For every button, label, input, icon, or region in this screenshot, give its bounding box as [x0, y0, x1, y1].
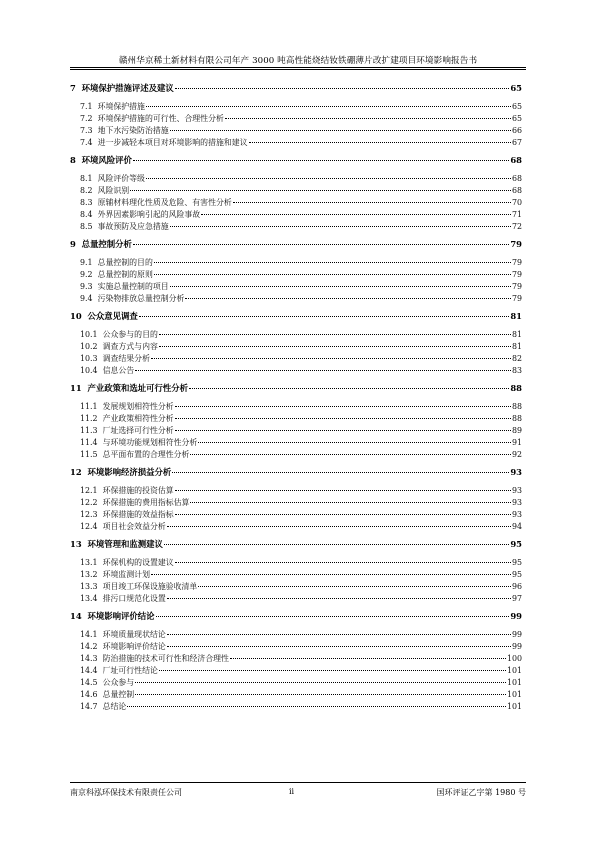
toc-item-text: 总量控制的目的: [97, 258, 153, 267]
toc-section: [70, 152, 522, 236]
toc-item-text: 调查方式与内容: [102, 342, 158, 351]
toc-chapter-title: [70, 153, 132, 167]
toc-item-page: 66: [511, 126, 522, 135]
toc-item-title: [80, 101, 145, 113]
toc-chapter-number: 9: [70, 239, 76, 249]
toc-item-page: 72: [511, 222, 522, 231]
toc-item-number: 11.1: [80, 402, 98, 411]
toc-item-text: 项目竣工环保设施验收清单: [102, 582, 198, 591]
toc-item-page: 97: [511, 594, 522, 603]
toc-item-title: [80, 509, 174, 521]
dot-leader: [175, 408, 511, 419]
toc-item-text: 总量控制: [102, 690, 135, 699]
dot-leader: [175, 396, 511, 407]
dot-leader: [190, 444, 511, 455]
toc-item-page: 88: [511, 414, 522, 423]
toc-item-title: [80, 569, 150, 581]
toc-item-number: 10.4: [80, 366, 98, 375]
toc-chapter-number: 14: [70, 611, 82, 621]
footer-company: 南京科泓环保技术有限责任公司: [70, 788, 182, 797]
toc-item-text: 风险评价等级: [97, 174, 145, 183]
toc-item-page: 92: [511, 450, 522, 459]
toc-item-text: 防治措施的技术可行性和经济合理性: [102, 654, 229, 663]
toc-chapter-title: [70, 309, 138, 323]
toc-item-title: [80, 437, 197, 449]
dot-leader: [167, 516, 511, 527]
toc-chapter[interactable]: [70, 80, 522, 94]
dot-leader: [175, 78, 510, 89]
dot-leader: [175, 552, 511, 563]
footer-page-number: ii: [289, 787, 295, 796]
toc-chapter-page: 99: [510, 611, 522, 621]
toc-item-text: 原辅材料理化性质及危险、有害性分析: [97, 198, 232, 207]
toc-item-page: 79: [511, 282, 522, 291]
toc-item-number: 13.4: [80, 594, 98, 603]
toc-chapter-title: [70, 81, 174, 95]
toc-chapter-text: 环境影响评价结论: [87, 611, 155, 621]
toc-item-page: 99: [511, 630, 522, 639]
toc-item-text: 污染物排放总量控制分析: [97, 294, 185, 303]
toc-item-text: 环保措施的费用指标估算: [102, 498, 190, 507]
toc-item-title: [80, 293, 184, 305]
toc-item-title: [80, 257, 153, 269]
dot-leader: [201, 204, 511, 215]
toc-item-text: 风险识别: [97, 186, 130, 195]
toc-section: [70, 608, 522, 716]
dot-leader: [159, 660, 506, 671]
toc-item-text: 公众参与的目的: [102, 330, 158, 339]
toc-chapter-text: 环境风险评价: [81, 155, 132, 165]
toc-item-number: 7.3: [80, 126, 93, 135]
toc-item-text: 地下水污染防治措施: [97, 126, 169, 135]
toc-item-page: 67: [511, 138, 522, 147]
toc-chapter-text: 公众意见调查: [87, 311, 138, 321]
dot-leader: [189, 378, 509, 389]
toc-item-number: 7.1: [80, 102, 93, 111]
toc-item-number: 14.7: [80, 702, 98, 711]
toc-chapter-number: 13: [70, 539, 82, 549]
toc-item-title: [80, 449, 189, 461]
toc-item-number: 14.5: [80, 678, 98, 687]
toc-item-page: 88: [511, 402, 522, 411]
toc-item-title: [80, 365, 134, 377]
toc-item-title: [80, 401, 174, 413]
toc-item-page: 91: [511, 438, 522, 447]
toc-item-number: 12.4: [80, 522, 98, 531]
toc-item-number: 9.4: [80, 294, 93, 303]
toc-item-number: 12.1: [80, 486, 98, 495]
toc-item-number: 13.3: [80, 582, 98, 591]
toc-item-page: 93: [511, 498, 522, 507]
toc-chapter-page: 95: [510, 539, 522, 549]
dot-leader: [170, 216, 511, 227]
dot-leader: [146, 96, 511, 107]
toc-chapter-page: 93: [510, 467, 522, 477]
toc-item-page: 79: [511, 258, 522, 267]
toc-chapter[interactable]: [70, 608, 522, 622]
toc-section: [70, 80, 522, 152]
toc-item-text: 信息公告: [102, 366, 135, 375]
toc-item-title: [80, 221, 169, 233]
dot-leader: [175, 504, 511, 515]
dot-leader: [167, 588, 511, 599]
dot-leader: [172, 462, 509, 473]
toc-chapter-text: 环境保护措施评述及建议: [81, 83, 174, 93]
toc-item-title: [80, 185, 129, 197]
toc-item-number: 9.1: [80, 258, 93, 267]
toc-item-title: [80, 701, 126, 713]
toc-item-text: 总量控制的原则: [97, 270, 153, 279]
toc-item-number: 14.2: [80, 642, 98, 651]
toc-chapter-title: [70, 537, 163, 551]
toc-item-number: 7.4: [80, 138, 93, 147]
dot-leader: [170, 276, 511, 287]
dot-leader: [151, 564, 511, 575]
dot-leader: [159, 324, 511, 335]
toc-item-text: 总平面布置的合理性分析: [102, 450, 190, 459]
toc-item-title: [80, 593, 166, 605]
toc-item-title: [80, 641, 166, 653]
toc-item-number: 11.4: [80, 438, 98, 447]
toc-item-text: 环保机构的设置建议: [102, 558, 174, 567]
toc-item-title: [80, 137, 248, 149]
toc-chapter-page: 68: [510, 155, 522, 165]
toc-chapter-text: 产业政策和选址可行性分析: [87, 383, 188, 393]
toc-item-text: 实施总量控制的项目: [97, 282, 169, 291]
footer-rule: [70, 782, 526, 783]
dot-leader: [151, 348, 511, 359]
dot-leader: [154, 252, 511, 263]
toc-chapter-page: 65: [510, 83, 522, 93]
toc-item-number: 13.1: [80, 558, 98, 567]
toc-item-page: 96: [511, 582, 522, 591]
toc-chapter-text: 总量控制分析: [81, 239, 132, 249]
toc-chapter-text: 环境管理和监测建议: [87, 539, 163, 549]
dot-leader: [154, 264, 511, 275]
toc-item-text: 与环境功能规划相符性分析: [102, 438, 198, 447]
toc-item-number: 14.3: [80, 654, 98, 663]
toc-item-title: [80, 521, 166, 533]
toc-item-text: 厂址选择可行性分析: [102, 426, 174, 435]
toc-item-page: 93: [511, 486, 522, 495]
dot-leader: [167, 636, 511, 647]
toc-item-page: 70: [511, 198, 522, 207]
toc-item-number: 8.3: [80, 198, 93, 207]
toc-item-title: [80, 425, 174, 437]
toc-item-text: 厂址可行性结论: [102, 666, 158, 675]
toc-item-text: 发展规划相符性分析: [102, 402, 174, 411]
toc-chapter[interactable]: [70, 536, 522, 550]
dot-leader: [190, 492, 511, 503]
toc-chapter-number: 10: [70, 311, 82, 321]
toc-section: [70, 236, 522, 308]
dot-leader: [249, 132, 511, 143]
toc-chapter-title: [70, 381, 188, 395]
toc-chapter[interactable]: [70, 236, 522, 250]
toc-item-page: 93: [511, 510, 522, 519]
toc-item-title: [80, 269, 153, 281]
toc-item-number: 9.2: [80, 270, 93, 279]
toc-item-page: 101: [506, 678, 522, 687]
toc-item-number: 12.3: [80, 510, 98, 519]
toc-item-page: 95: [511, 570, 522, 579]
dot-leader: [135, 684, 506, 695]
toc-chapter[interactable]: [70, 152, 522, 166]
toc-chapter-page: 81: [510, 311, 522, 321]
dot-leader: [225, 108, 511, 119]
dot-leader: [167, 624, 511, 635]
toc-item-page: 81: [511, 342, 522, 351]
toc-item-page: 99: [511, 642, 522, 651]
toc-item-number: 8.2: [80, 186, 93, 195]
toc-item-number: 12.2: [80, 498, 98, 507]
toc-item-number: 14.4: [80, 666, 98, 675]
toc-item-number: 11.5: [80, 450, 98, 459]
toc-item-text: 环保措施的投资估算: [102, 486, 174, 495]
toc-item-number: 13.2: [80, 570, 98, 579]
toc-item-text: 公众参与: [102, 678, 135, 687]
dot-leader: [198, 432, 511, 443]
toc-section: [70, 464, 522, 536]
dot-leader: [135, 360, 511, 371]
toc-item-title: [80, 497, 189, 509]
page-header-title: 赣州华京稀土新材料有限公司年产 3000 吨高性能烧结钕铁硼薄片改扩建项目环境影响报告书: [118, 56, 478, 66]
dot-leader: [198, 576, 511, 587]
toc-item-text: 产业政策相符性分析: [102, 414, 174, 423]
toc-chapter[interactable]: [70, 464, 522, 478]
toc-section: [70, 380, 522, 464]
toc-chapter-page: 79: [510, 239, 522, 249]
toc-item-page: 95: [511, 558, 522, 567]
toc-item-page: 68: [511, 186, 522, 195]
toc-item-title: [80, 629, 166, 641]
toc-chapter-number: 8: [70, 155, 76, 165]
dot-leader: [170, 120, 511, 131]
toc-chapter-number: 11: [70, 383, 82, 393]
toc-item-page: 101: [506, 690, 522, 699]
toc-item-page: 94: [511, 522, 522, 531]
toc-section: [70, 308, 522, 380]
dot-leader: [127, 696, 506, 707]
toc-chapter-title: [70, 609, 155, 623]
toc-item-title: [80, 341, 158, 353]
toc-item-page: 79: [511, 294, 522, 303]
toc-item-page: 100: [506, 654, 522, 663]
toc-item-title: [80, 413, 174, 425]
toc-item-title: [80, 485, 174, 497]
toc-item-text: 进一步减轻本项目对环境影响的措施和建议: [97, 138, 248, 147]
toc-item-page: 89: [511, 426, 522, 435]
toc-item-number: 10.1: [80, 330, 98, 339]
dot-leader: [133, 150, 509, 161]
toc-chapter-number: 12: [70, 467, 82, 477]
toc-item-text: 排污口规范化设置: [102, 594, 166, 603]
dot-leader: [164, 534, 509, 545]
toc-chapter-text: 环境影响经济损益分析: [87, 467, 172, 477]
toc-item-text: 环境质量现状结论: [102, 630, 166, 639]
toc-item-title: [80, 329, 158, 341]
dot-leader: [133, 234, 509, 245]
toc-section: [70, 536, 522, 608]
toc-item-text: 环境监测计划: [102, 570, 150, 579]
toc-item-number: 8.5: [80, 222, 93, 231]
dot-leader: [146, 168, 511, 179]
toc-item-number: 10.2: [80, 342, 98, 351]
toc-item-page: 79: [511, 270, 522, 279]
toc-chapter[interactable]: [70, 380, 522, 394]
toc-item-page: 65: [511, 114, 522, 123]
dot-leader: [185, 288, 511, 299]
toc-item-title: [80, 281, 169, 293]
toc-item-page: 101: [506, 666, 522, 675]
dot-leader: [175, 480, 511, 491]
toc-item-text: 环保措施的效益指标: [102, 510, 174, 519]
toc-item-page: 68: [511, 174, 522, 183]
toc-item-text: 环境影响评价结论: [102, 642, 166, 651]
toc-item-number: 14.1: [80, 630, 98, 639]
toc-chapter-title: [70, 237, 132, 251]
dot-leader: [159, 336, 511, 347]
dot-leader: [230, 648, 506, 659]
toc-item-text: 环境保护措施: [97, 102, 145, 111]
toc-item-text: 总结论: [102, 702, 127, 711]
toc-item[interactable]: [70, 362, 522, 374]
toc-chapter-title: [70, 465, 171, 479]
dot-leader: [233, 192, 511, 203]
toc-item-number: 7.2: [80, 114, 93, 123]
toc-item-number: 8.4: [80, 210, 93, 219]
toc-item-page: 65: [511, 102, 522, 111]
toc-item-text: 事故预防及应急措施: [97, 222, 169, 231]
toc-item-title: [80, 689, 134, 701]
table-of-contents: [70, 80, 522, 716]
toc-item-page: 82: [511, 354, 522, 363]
toc-item[interactable]: [70, 698, 522, 710]
toc-item-number: 11.2: [80, 414, 98, 423]
toc-item-number: 14.6: [80, 690, 98, 699]
dot-leader: [139, 306, 510, 317]
dot-leader: [135, 672, 506, 683]
toc-item-text: 外界因素影响引起的风险事故: [97, 210, 201, 219]
dot-leader: [156, 606, 510, 617]
toc-item-number: 10.3: [80, 354, 98, 363]
toc-item-text: 项目社会效益分析: [102, 522, 166, 531]
toc-item-page: 71: [511, 210, 522, 219]
toc-item-page: 83: [511, 366, 522, 375]
toc-item-number: 11.3: [80, 426, 98, 435]
toc-chapter[interactable]: [70, 308, 522, 322]
header-rule-thin: [70, 69, 526, 70]
header-rule: [70, 67, 526, 68]
footer-certificate: 国环评证乙字第 1980 号: [436, 788, 526, 797]
dot-leader: [130, 180, 511, 191]
toc-chapter-number: 7: [70, 83, 76, 93]
toc-item-title: [80, 677, 134, 689]
toc-item-text: 环境保护措施的可行性、合理性分析: [97, 114, 224, 123]
toc-item-number: 9.3: [80, 282, 93, 291]
dot-leader: [175, 420, 511, 431]
toc-item-title: [80, 125, 169, 137]
toc-item-number: 8.1: [80, 174, 93, 183]
toc-item-page: 81: [511, 330, 522, 339]
toc-item-page: 101: [506, 702, 522, 711]
toc-chapter-page: 88: [510, 383, 522, 393]
toc-item-text: 调查结果分析: [102, 354, 150, 363]
